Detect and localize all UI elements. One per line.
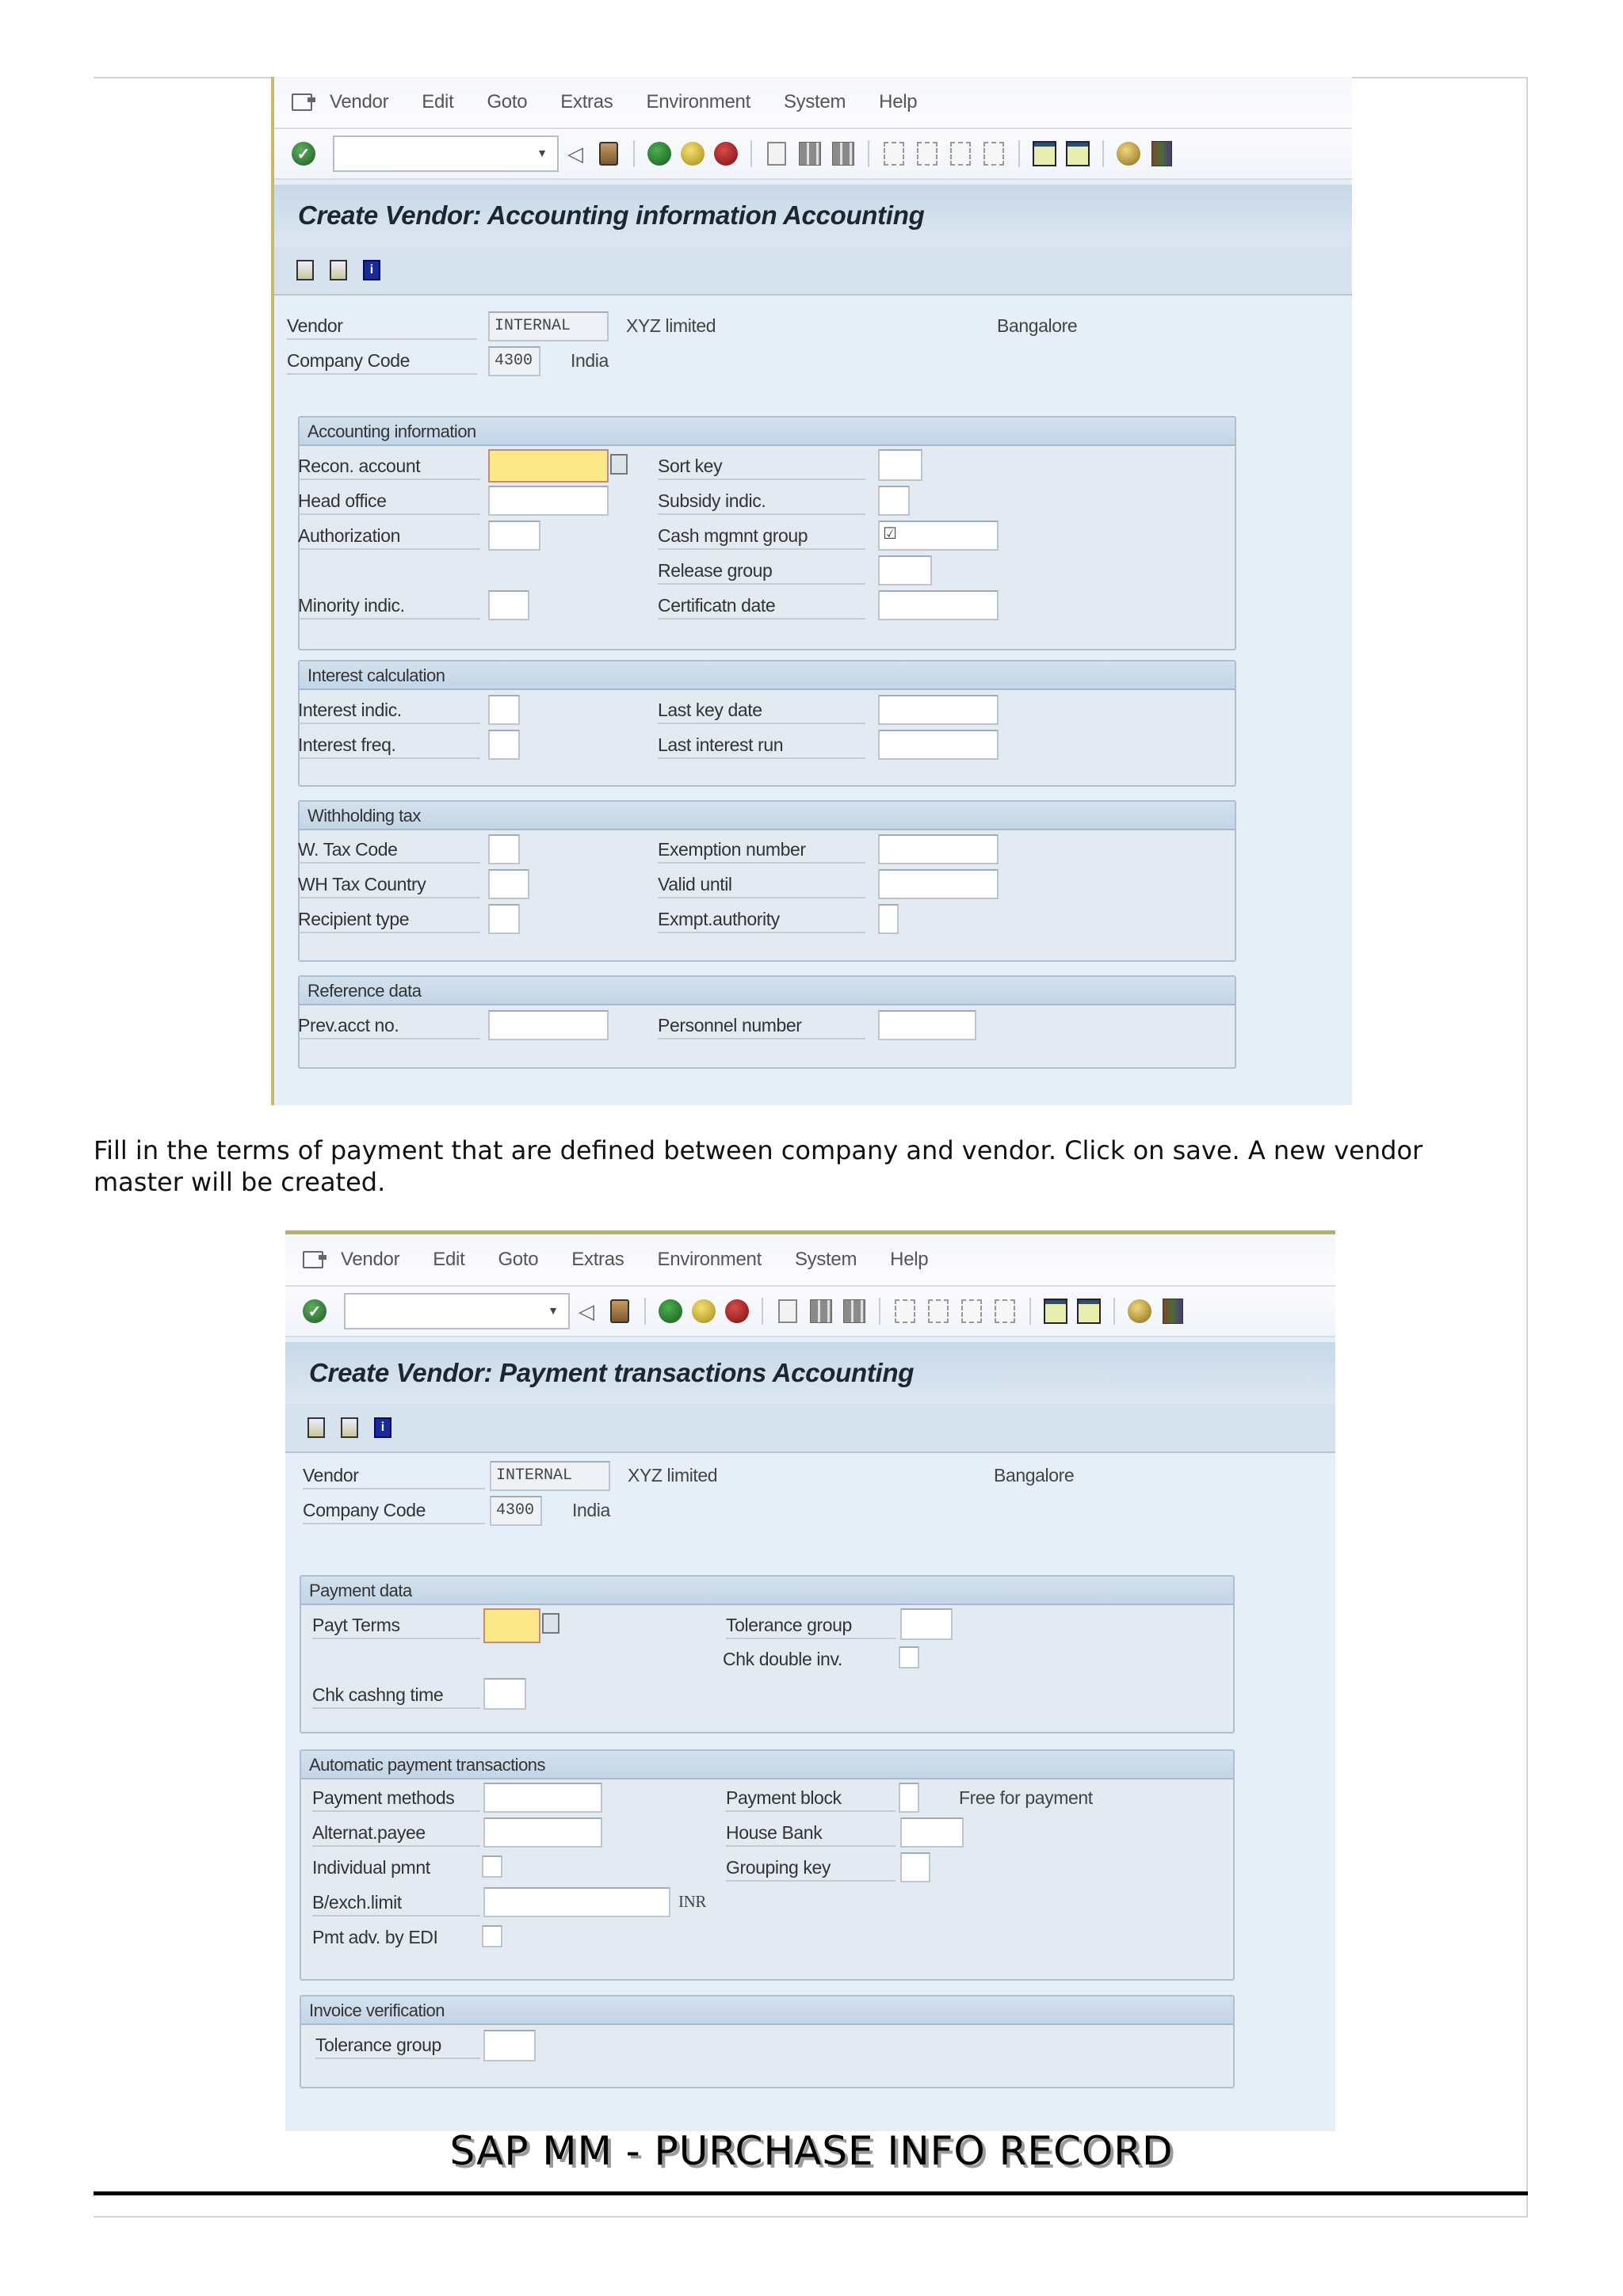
- label-underline: [658, 1038, 865, 1039]
- minority-indic-input[interactable]: [488, 590, 529, 620]
- menu-environment[interactable]: Environment: [646, 91, 750, 113]
- vendor-name: XYZ limited: [626, 315, 716, 336]
- prev-acct-no-label: Prev.acct no.: [298, 1015, 399, 1035]
- label-underline: [658, 897, 865, 898]
- menu-extras[interactable]: Extras: [560, 91, 613, 113]
- back-icon[interactable]: [659, 1299, 682, 1323]
- vendor-label: Vendor: [287, 315, 343, 336]
- first-page-icon[interactable]: [884, 142, 904, 166]
- payt-terms-label: Payt Terms: [312, 1615, 400, 1635]
- wh-tax-country-label: WH Tax Country: [298, 874, 426, 894]
- payt-terms-input[interactable]: [483, 1608, 540, 1643]
- valid-until-input[interactable]: [878, 869, 999, 899]
- help-icon[interactable]: [1117, 142, 1140, 166]
- label-underline: [298, 757, 480, 759]
- last-interest-run-label: Last interest run: [658, 734, 784, 755]
- shortcut-icon[interactable]: [1066, 141, 1090, 166]
- cash-mgmt-group-input[interactable]: ☑: [878, 521, 999, 551]
- grouping-key-input[interactable]: [900, 1852, 930, 1882]
- label-underline: [658, 757, 865, 759]
- last-interest-run-input[interactable]: [878, 730, 999, 760]
- label-underline: [658, 583, 865, 585]
- menu-extras[interactable]: Extras: [571, 1249, 624, 1270]
- instruction-caption: Fill in the terms of payment that are defined between company and vendor. Click on save. A new vendor master will be created.: [94, 1135, 1423, 1197]
- next-screen-icon[interactable]: [341, 1417, 358, 1438]
- toolbar-separator: [868, 140, 869, 167]
- currency-label: INR: [678, 1892, 706, 1911]
- menu-edit[interactable]: Edit: [433, 1249, 465, 1270]
- invoice-tolerance-group-input[interactable]: [483, 2030, 536, 2061]
- release-group-input[interactable]: [878, 555, 932, 585]
- payment-block-text: Free for payment: [959, 1787, 1093, 1808]
- screen-title: Create Vendor: Accounting information Accounting: [298, 200, 925, 230]
- next-page-icon[interactable]: [961, 1299, 982, 1323]
- menu-bar: [285, 1234, 1335, 1287]
- head-office-label: Head office: [298, 490, 387, 511]
- label-underline: [658, 479, 865, 480]
- personnel-number-input[interactable]: [878, 1010, 976, 1040]
- menu-goto[interactable]: Goto: [487, 91, 528, 113]
- vendor-field[interactable]: INTERNAL: [488, 311, 609, 341]
- house-bank-input[interactable]: [900, 1817, 964, 1848]
- info-icon[interactable]: i: [363, 260, 380, 280]
- standard-toolbar: [285, 1287, 1335, 1337]
- exemption-number-label: Exemption number: [658, 839, 806, 860]
- cash-mgmt-group-label: Cash mgmnt group: [658, 525, 808, 546]
- command-field[interactable]: [333, 135, 559, 172]
- toolbar-separator: [1102, 140, 1104, 167]
- label-underline: [312, 1845, 480, 1847]
- pmt-adv-edi-label: Pmt adv. by EDI: [312, 1927, 438, 1947]
- find-icon[interactable]: [810, 1299, 832, 1323]
- chk-double-inv-checkbox[interactable]: [899, 1646, 919, 1669]
- menu-goto[interactable]: Goto: [498, 1249, 539, 1270]
- label-underline: [287, 338, 477, 340]
- menu-system[interactable]: System: [783, 91, 846, 113]
- group-title: Withholding tax: [300, 802, 1235, 830]
- label-underline: [315, 2058, 480, 2059]
- certificatn-date-label: Certificatn date: [658, 595, 776, 616]
- interest-indic-label: Interest indic.: [298, 700, 402, 720]
- menu-edit[interactable]: Edit: [422, 91, 454, 113]
- label-underline: [658, 932, 865, 933]
- group-withholding-tax: [298, 800, 1236, 962]
- group-title: Payment data: [301, 1577, 1233, 1605]
- toolbar-separator: [750, 140, 752, 167]
- group-title: Invoice verification: [301, 1997, 1233, 2025]
- enter-icon[interactable]: ✓: [292, 142, 315, 166]
- label-underline: [726, 1845, 896, 1847]
- menu-vendor[interactable]: Vendor: [330, 91, 389, 113]
- save-icon[interactable]: [599, 142, 618, 166]
- vendor-name: XYZ limited: [628, 1465, 718, 1486]
- authorization-input[interactable]: [488, 521, 540, 551]
- value-help-icon[interactable]: [542, 1613, 559, 1634]
- grouping-key-label: Grouping key: [726, 1857, 831, 1878]
- label-underline: [298, 513, 480, 515]
- individual-pmnt-checkbox[interactable]: [482, 1855, 502, 1878]
- dropdown-arrow-icon[interactable]: ▼: [548, 1304, 559, 1317]
- label-underline: [303, 1488, 485, 1489]
- system-menu-icon[interactable]: [303, 1251, 323, 1268]
- label-underline: [726, 1810, 896, 1812]
- label-underline: [726, 1880, 896, 1882]
- toolbar-separator: [644, 1298, 646, 1325]
- previous-page-icon[interactable]: [928, 1299, 949, 1323]
- toolbar-separator: [1018, 140, 1020, 167]
- label-underline: [298, 723, 480, 724]
- recon-account-label: Recon. account: [298, 456, 421, 476]
- exit-icon[interactable]: [681, 142, 705, 166]
- house-bank-label: House Bank: [726, 1822, 823, 1843]
- wh-tax-country-input[interactable]: [488, 869, 529, 899]
- toolbar-separator: [633, 140, 635, 167]
- label-underline: [658, 723, 865, 724]
- alternat-payee-input[interactable]: [483, 1817, 602, 1848]
- personnel-number-label: Personnel number: [658, 1015, 802, 1035]
- company-code-field[interactable]: 4300: [488, 346, 540, 376]
- sap-window-payment-transactions: [285, 1230, 1335, 2131]
- label-underline: [298, 548, 480, 550]
- label-underline: [658, 862, 865, 864]
- create-session-icon[interactable]: [1033, 141, 1056, 166]
- menu-environment[interactable]: Environment: [657, 1249, 762, 1270]
- back-icon[interactable]: [647, 142, 671, 166]
- menu-bar: [274, 77, 1352, 129]
- invoice-tolerance-group-label: Tolerance group: [315, 2035, 441, 2055]
- minority-indic-label: Minority indic.: [298, 595, 405, 616]
- label-underline: [298, 1038, 480, 1039]
- certificatn-date-input[interactable]: [878, 590, 999, 620]
- recon-account-input[interactable]: [488, 449, 609, 482]
- toolbar-separator: [1113, 1298, 1115, 1325]
- next-page-icon[interactable]: [950, 142, 971, 166]
- group-title: Automatic payment transactions: [301, 1751, 1233, 1779]
- dropdown-arrow-icon[interactable]: ▼: [537, 147, 548, 159]
- pmt-adv-edi-checkbox[interactable]: [482, 1925, 502, 1947]
- menu-help[interactable]: Help: [890, 1249, 929, 1270]
- payment-methods-label: Payment methods: [312, 1787, 455, 1808]
- value-help-icon[interactable]: [610, 454, 628, 475]
- exit-icon[interactable]: [692, 1299, 716, 1323]
- label-underline: [726, 1638, 896, 1639]
- save-icon[interactable]: [610, 1299, 629, 1323]
- system-menu-icon[interactable]: [292, 93, 312, 111]
- interest-freq-input[interactable]: [488, 730, 520, 760]
- sort-key-label: Sort key: [658, 456, 723, 476]
- tolerance-group-label: Tolerance group: [726, 1615, 852, 1635]
- chk-cashng-time-label: Chk cashng time: [312, 1684, 444, 1705]
- print-icon[interactable]: [767, 142, 786, 166]
- help-icon[interactable]: [1128, 1299, 1151, 1323]
- payment-block-label: Payment block: [726, 1787, 842, 1808]
- label-underline: [298, 618, 480, 620]
- sort-key-input[interactable]: [878, 449, 922, 481]
- find-next-icon[interactable]: [843, 1299, 865, 1323]
- footer-divider: [94, 2191, 1528, 2195]
- company-code-label: Company Code: [287, 350, 411, 371]
- label-underline: [312, 1707, 480, 1709]
- alternat-payee-label: Alternat.payee: [312, 1822, 426, 1843]
- vendor-city: Bangalore: [994, 1465, 1075, 1486]
- back-arrow-icon[interactable]: ◁: [567, 141, 583, 166]
- group-title: Accounting information: [300, 418, 1235, 446]
- toolbar-separator: [762, 1298, 763, 1325]
- exemption-number-input[interactable]: [878, 834, 999, 864]
- individual-pmnt-label: Individual pmnt: [312, 1857, 430, 1878]
- label-underline: [298, 897, 480, 898]
- label-underline: [303, 1523, 485, 1524]
- interest-freq-label: Interest freq.: [298, 734, 396, 755]
- sap-window-accounting-info: [271, 77, 1352, 1105]
- payment-block-input[interactable]: [899, 1783, 919, 1813]
- recipient-type-input[interactable]: [488, 904, 520, 934]
- subsidy-indic-label: Subsidy indic.: [658, 490, 766, 511]
- company-country: India: [571, 350, 609, 371]
- label-underline: [658, 513, 865, 515]
- menu-vendor[interactable]: Vendor: [341, 1249, 400, 1270]
- shortcut-icon[interactable]: [1077, 1299, 1101, 1324]
- company-code-field[interactable]: 4300: [490, 1496, 542, 1526]
- previous-screen-icon[interactable]: [307, 1417, 325, 1438]
- find-icon[interactable]: [799, 142, 821, 166]
- toolbar-separator: [1029, 1298, 1031, 1325]
- group-title: Reference data: [300, 977, 1235, 1005]
- last-key-date-label: Last key date: [658, 700, 762, 720]
- cancel-icon[interactable]: [725, 1299, 749, 1323]
- label-underline: [312, 1915, 480, 1917]
- b-exch-limit-label: B/exch.limit: [312, 1892, 402, 1913]
- create-session-icon[interactable]: [1044, 1299, 1067, 1324]
- standard-toolbar: [274, 129, 1352, 180]
- label-underline: [298, 479, 480, 480]
- next-screen-icon[interactable]: [330, 260, 347, 280]
- prev-acct-no-input[interactable]: [488, 1010, 609, 1040]
- toolbar-separator: [879, 1298, 880, 1325]
- w-tax-code-input[interactable]: [488, 834, 520, 864]
- layout-menu-icon[interactable]: [1151, 141, 1172, 166]
- label-underline: [312, 1810, 480, 1812]
- release-group-label: Release group: [658, 560, 773, 581]
- menu-system[interactable]: System: [794, 1249, 857, 1270]
- screen-title: Create Vendor: Payment transactions Accounting: [309, 1358, 915, 1387]
- last-page-icon[interactable]: [995, 1299, 1015, 1323]
- vendor-city: Bangalore: [997, 315, 1078, 336]
- b-exch-limit-input[interactable]: [483, 1887, 670, 1917]
- footer-title: SAP MM - PURCHASE INFO RECORD: [449, 2128, 1174, 2174]
- chk-double-inv-label: Chk double inv.: [723, 1649, 842, 1669]
- label-underline: [287, 373, 477, 375]
- cancel-icon[interactable]: [714, 142, 738, 166]
- print-icon[interactable]: [778, 1299, 797, 1323]
- payment-methods-input[interactable]: [483, 1783, 602, 1813]
- label-underline: [658, 548, 865, 550]
- command-field[interactable]: [344, 1293, 570, 1329]
- vendor-label: Vendor: [303, 1465, 359, 1486]
- enter-icon[interactable]: ✓: [303, 1299, 327, 1323]
- company-country: India: [572, 1500, 610, 1520]
- layout-menu-icon[interactable]: [1163, 1299, 1183, 1324]
- exmpt-authority-input[interactable]: [878, 904, 899, 934]
- previous-page-icon[interactable]: [917, 142, 938, 166]
- label-underline: [312, 1638, 480, 1639]
- recipient-type-label: Recipient type: [298, 909, 410, 929]
- subsidy-indic-input[interactable]: [878, 486, 910, 516]
- menu-help[interactable]: Help: [879, 91, 918, 113]
- company-code-label: Company Code: [303, 1500, 426, 1520]
- vendor-field[interactable]: INTERNAL: [490, 1461, 610, 1491]
- tolerance-group-input[interactable]: [900, 1608, 953, 1640]
- exmpt-authority-label: Exmpt.authority: [658, 909, 780, 929]
- group-title: Interest calculation: [300, 662, 1235, 690]
- previous-screen-icon[interactable]: [296, 260, 314, 280]
- screen-title-bar: [285, 1342, 1335, 1404]
- w-tax-code-label: W. Tax Code: [298, 839, 398, 860]
- authorization-label: Authorization: [298, 525, 401, 546]
- screen-title-bar: [274, 185, 1352, 246]
- last-page-icon[interactable]: [983, 142, 1004, 166]
- find-next-icon[interactable]: [832, 142, 854, 166]
- back-arrow-icon[interactable]: ◁: [579, 1299, 594, 1323]
- application-toolbar: [285, 1404, 1335, 1453]
- label-underline: [298, 932, 480, 933]
- chk-cashng-time-input[interactable]: [483, 1678, 526, 1710]
- valid-until-label: Valid until: [658, 874, 732, 894]
- interest-indic-input[interactable]: [488, 695, 520, 725]
- info-icon[interactable]: i: [374, 1417, 391, 1438]
- application-toolbar: [274, 246, 1352, 296]
- first-page-icon[interactable]: [895, 1299, 915, 1323]
- last-key-date-input[interactable]: [878, 695, 999, 725]
- label-underline: [658, 618, 865, 620]
- label-underline: [298, 862, 480, 864]
- head-office-input[interactable]: [488, 486, 609, 516]
